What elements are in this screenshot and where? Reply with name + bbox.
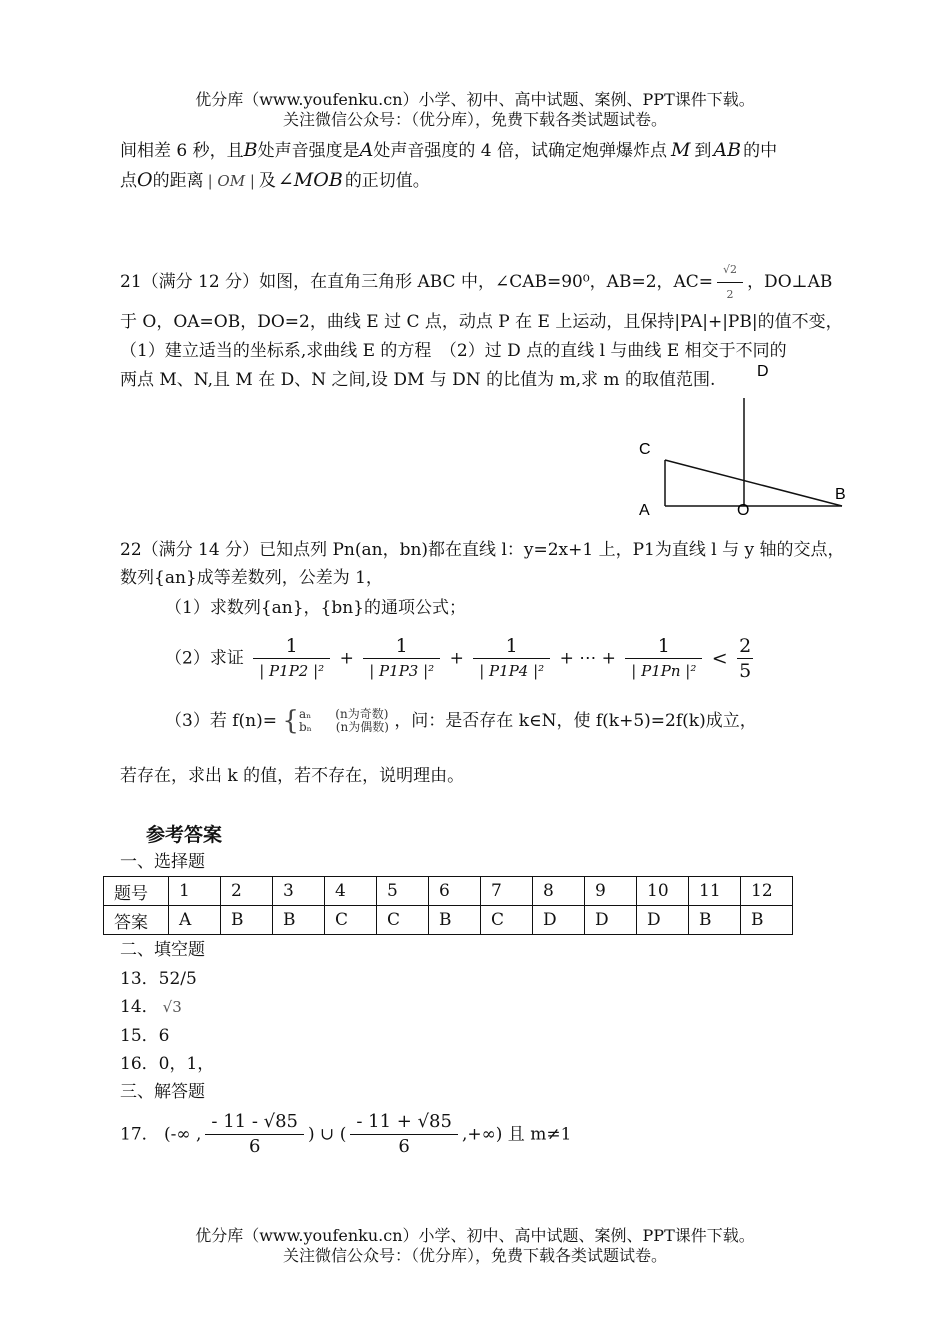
table-cell: 7	[481, 877, 533, 906]
case-even: bₙ (n为偶数)	[298, 720, 389, 734]
fraction-denominator: | P1P4 |²	[479, 662, 545, 680]
table-cell: 3	[273, 877, 325, 906]
fraction-denominator: 2	[726, 288, 734, 301]
table-cell: 题号	[104, 877, 169, 906]
q21-line-4: 两点 M、N,且 M 在 D、N 之间,设 DM 与 DN 的比值为 m,求 m 的取值范围.	[120, 370, 716, 390]
answers-title: 参考答案	[146, 824, 223, 846]
q20-text: 处声音强度的 4 倍，试确定炮弹爆炸点	[373, 141, 667, 161]
section-multiple-choice: 一、选择题	[120, 852, 205, 872]
table-cell: B	[741, 906, 793, 935]
section-fill-in: 二、填空题	[120, 940, 205, 960]
q22-line-2: 数列{an}成等差数列，公差为 1，	[120, 568, 383, 588]
q20-text: 点	[120, 171, 137, 191]
fraction-denominator: | P1P3 |²	[369, 662, 435, 680]
fraction-denominator: 5	[739, 660, 752, 682]
table-cell: C	[377, 906, 429, 935]
q20-var-a: A	[359, 139, 374, 161]
q21-text: ，DO⊥AB	[747, 272, 833, 292]
fraction-denominator: | P1Pn |²	[631, 662, 697, 680]
table-cell: 9	[585, 877, 637, 906]
table-cell: 2	[221, 877, 273, 906]
q20-text: 间相差 6 秒，且	[120, 141, 244, 161]
q22-part-3-tail: 若存在，求出 k 的值，若不存在，说明理由。	[120, 766, 465, 786]
q20-text: 到	[694, 141, 712, 161]
q21-text: 21（满分 12 分）如图，在直角三角形 ABC 中，∠CAB=90⁰，AB=2，AC=	[120, 272, 714, 292]
fraction-numerator: 1	[253, 634, 330, 659]
header-line-1: 优分库（www.youfenku.cn）小学、初中、高中试题、案例、PPT课件下载。	[195, 90, 755, 109]
table-cell: 10	[637, 877, 689, 906]
q21-line-2: 于 O，OA=OB，DO=2，曲线 E 过 C 点，动点 P 在 E 上运动，且保持|PA|+|PB|的值不变，	[120, 312, 843, 332]
answer-14-label: 14．	[120, 997, 159, 1017]
plus-sign: +	[339, 648, 354, 669]
answer-17-label: 17．	[120, 1124, 159, 1145]
fraction-numerator: 2	[739, 635, 752, 657]
table-cell: 答案	[104, 906, 169, 935]
answer-13: 13．52/5	[120, 969, 197, 989]
q21-line-3: （1）建立适当的坐标系,求曲线 E 的方程 （2）过 D 点的直线 l 与曲线 E 相交于不同的	[120, 341, 787, 361]
q22-sum-term	[363, 634, 440, 683]
q20-line-2	[120, 168, 430, 193]
piecewise-cases	[299, 708, 389, 734]
fraction-denominator: 6	[248, 1136, 261, 1157]
interval-union: ) ∪ (	[308, 1124, 347, 1145]
table-row	[104, 877, 793, 906]
table-cell: D	[533, 906, 585, 935]
table-cell: 5	[377, 877, 429, 906]
q22-part-2-label: （2）求证	[165, 648, 244, 669]
fraction-numerator: - 11 + √85	[350, 1110, 458, 1135]
answer-15: 15．6	[120, 1026, 170, 1046]
interval-open: (-∞ ,	[164, 1124, 202, 1145]
q22-part-3	[165, 708, 757, 734]
footer-line-2: 关注微信公众号：（优分库），免费下载各类试题试卷。	[282, 1246, 667, 1265]
answer-17	[120, 1110, 571, 1159]
q22-sum-term	[625, 634, 702, 683]
q22-line-1: 22（满分 14 分）已知点列 Pn(an，bn)都在直线 l：y=2x+1 上，P1为直线 l 与 y 轴的交点，	[120, 540, 845, 560]
section-solutions: 三、解答题	[120, 1082, 205, 1102]
fraction-numerator: √2	[717, 258, 743, 283]
q20-var-b: B	[243, 139, 258, 161]
q20-text: 的正切值。	[344, 171, 430, 191]
q20-om: | OM |	[207, 172, 255, 190]
q21-line-1	[120, 258, 832, 307]
answer-17-fraction-2	[350, 1110, 458, 1159]
q20-line-1	[120, 138, 777, 163]
q20-text: 处声音强度是	[257, 141, 360, 161]
q22-part-3-text: ，问：是否存在 k∈N，使 f(k+5)=2f(k)成立，	[394, 711, 757, 731]
q22-sum-term	[253, 634, 330, 683]
label-a: A	[639, 502, 650, 519]
line-cb	[665, 460, 842, 506]
table-row	[104, 906, 793, 935]
q20-text: 的距离	[152, 171, 204, 191]
table-cell: B	[429, 906, 481, 935]
fraction-numerator: 1	[473, 634, 550, 659]
answer-14	[120, 995, 182, 1019]
interval-close: ,+∞) 且 m≠1	[461, 1124, 572, 1145]
table-cell: 6	[429, 877, 481, 906]
q20-text: 及	[258, 171, 276, 191]
table-cell: 8	[533, 877, 585, 906]
answer-14-value: √3	[162, 998, 182, 1016]
q20-var-o: O	[137, 169, 153, 191]
label-d: D	[757, 363, 769, 380]
ellipsis-plus: + ⋯ +	[559, 648, 616, 669]
table-cell: C	[481, 906, 533, 935]
table-cell: 11	[689, 877, 741, 906]
q21-ac-fraction	[717, 258, 743, 307]
table-cell: B	[689, 906, 741, 935]
q22-bound-fraction	[737, 634, 753, 683]
q20-var-m: M	[670, 139, 691, 161]
q21-triangle-figure	[620, 358, 860, 523]
q22-part-1: （1）求数列{an}，{bn}的通项公式；	[165, 598, 466, 618]
answer-17-fraction-1	[205, 1110, 304, 1159]
label-b: B	[835, 486, 846, 503]
plus-sign: +	[449, 648, 464, 669]
case-odd: aₙ (n为奇数)	[298, 707, 389, 721]
table-cell: 12	[741, 877, 793, 906]
q20-var-ab: AB	[713, 139, 742, 161]
fraction-denominator: 6	[398, 1136, 410, 1157]
table-cell: D	[637, 906, 689, 935]
label-c: C	[639, 441, 651, 458]
q22-sum-term	[473, 634, 550, 683]
table-cell: B	[273, 906, 325, 935]
q22-part-3-label: （3）若 f(n)=	[165, 711, 277, 731]
less-than-sign: <	[711, 647, 728, 670]
table-cell: 1	[169, 877, 221, 906]
answer-16: 16．0，1，	[120, 1054, 215, 1074]
table-cell: 4	[325, 877, 377, 906]
answer-table	[103, 876, 793, 935]
label-o: O	[737, 502, 750, 519]
fraction-numerator: 1	[363, 634, 440, 659]
q22-part-2	[165, 634, 757, 683]
table-cell: B	[221, 906, 273, 935]
footer-line-1: 优分库（www.youfenku.cn）小学、初中、高中试题、案例、PPT课件下载。	[195, 1226, 755, 1245]
left-brace: {	[282, 706, 299, 736]
fraction-numerator: 1	[625, 634, 702, 659]
header-line-2: 关注微信公众号：（优分库），免费下载各类试题试卷。	[282, 110, 667, 129]
fraction-denominator: | P1P2 |²	[259, 662, 325, 680]
q20-text: 的中	[743, 141, 778, 161]
fraction-numerator: - 11 - √85	[205, 1110, 304, 1135]
table-cell: A	[169, 906, 221, 935]
table-cell: C	[325, 906, 377, 935]
table-cell: D	[585, 906, 637, 935]
q20-angle-mob: ∠MOB	[277, 169, 343, 191]
